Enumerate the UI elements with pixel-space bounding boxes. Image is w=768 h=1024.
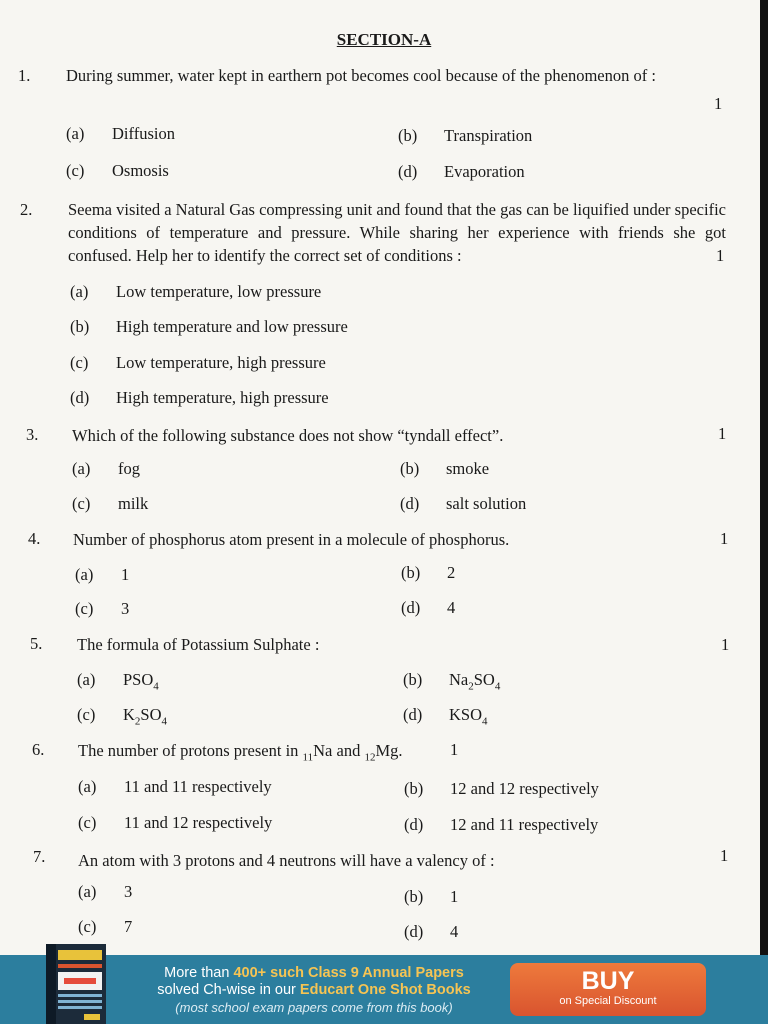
question-number: 7. (33, 847, 46, 866)
option-label: (c) (66, 161, 85, 180)
option (404, 922, 458, 942)
promo-text[interactable] (118, 965, 510, 1016)
option-text: SO (140, 705, 162, 724)
question-number: 5. (30, 634, 43, 653)
option (70, 388, 329, 408)
option-label: (b) (70, 317, 90, 336)
question-text: Number of phosphorus atom present in a molecule of phosphorus. (73, 530, 510, 549)
option-text: Evaporation (444, 162, 525, 181)
option-label: (c) (78, 917, 97, 936)
option-text: Low temperature, low pressure (116, 282, 322, 301)
book-cover-icon (44, 938, 108, 1024)
option-label: (d) (400, 494, 420, 513)
option-text: smoke (446, 459, 490, 478)
option-text: 4 (447, 598, 456, 617)
promo-note: (most school exam papers come from this book) (175, 1000, 453, 1015)
promo-line-2b: Educart One Shot Books (299, 982, 471, 998)
option (78, 813, 272, 833)
option-text: KSO (449, 705, 483, 724)
option (403, 670, 500, 692)
option-label: (c) (72, 494, 91, 513)
option (401, 563, 455, 583)
question-text: An atom with 3 protons and 4 neutrons will have a valency of : (78, 851, 495, 870)
option (78, 882, 132, 902)
promo-line-2a: solved Ch-wise in our (157, 982, 300, 998)
question-text: The formula of Potassium Sulphate : (77, 635, 320, 654)
question-number: 2. (20, 200, 33, 219)
option-label: (d) (398, 162, 418, 181)
promo-line-1 (118, 965, 510, 982)
question-marks: 1 (720, 846, 729, 865)
option-text: 4 (450, 922, 459, 941)
atomic-number: 12 (364, 751, 376, 764)
atomic-number: 11 (302, 751, 314, 764)
option-text: Diffusion (112, 124, 175, 143)
question-marks: 1 (714, 94, 723, 113)
question-number: 3. (26, 425, 39, 444)
option-text: PSO (123, 670, 154, 689)
option-subscript: 4 (494, 680, 501, 693)
option-label: (a) (78, 777, 97, 796)
option-label: (b) (400, 459, 420, 478)
question-marks: 1 (450, 740, 459, 759)
option (400, 494, 526, 514)
question-marks: 1 (721, 635, 730, 654)
question-text-part: The number of protons present in (78, 741, 303, 760)
promo-line-1a: More than (164, 965, 234, 981)
option-text: 12 and 11 respectively (450, 815, 599, 834)
option (404, 779, 599, 799)
option (66, 161, 169, 181)
option (400, 459, 489, 479)
option-subscript: 4 (482, 715, 488, 728)
option (78, 777, 272, 797)
question-number: 6. (32, 740, 45, 759)
option-label: (d) (401, 598, 421, 617)
promo-line-1b: 400+ such Class 9 Annual Papers (233, 965, 464, 981)
option (404, 887, 458, 907)
option-label: (a) (66, 124, 85, 143)
option-label: (a) (78, 882, 97, 901)
question-text-part: Mg. (375, 741, 403, 760)
buy-label: BUY (581, 967, 635, 995)
option-text: 3 (121, 599, 130, 618)
scan-edge (760, 0, 768, 955)
option-label: (b) (404, 887, 424, 906)
option-label: (b) (404, 779, 424, 798)
option-label: (a) (72, 459, 91, 478)
option-text: 11 and 12 respectively (124, 813, 273, 832)
option-label: (c) (77, 705, 96, 724)
question-number: 1. (18, 66, 31, 85)
option (70, 282, 321, 302)
option-label: (b) (403, 670, 423, 689)
option (77, 670, 159, 692)
option (404, 815, 598, 835)
option-label: (c) (78, 813, 97, 832)
option-label: (b) (401, 563, 421, 582)
question-number: 4. (28, 529, 41, 548)
option-subscript: 2 (468, 680, 474, 693)
option-text: Transpiration (444, 126, 533, 145)
option-text: 7 (124, 917, 133, 936)
question-marks: 1 (720, 529, 729, 548)
option-text: salt solution (446, 494, 527, 513)
option-subscript: 2 (134, 715, 141, 728)
option (78, 917, 132, 937)
section-title: SECTION-A (336, 30, 432, 49)
option (70, 353, 326, 373)
option-text: High temperature, high pressure (116, 388, 329, 407)
option-label: (c) (75, 599, 94, 618)
option-label: (c) (70, 353, 89, 372)
option (77, 705, 167, 727)
question-text: Seema visited a Natural Gas compressing unit and found that the gas can be liquified under specific conditions of temperature and pressure. While sharing her experience with friends she got confused. Help her to identify the correct set of conditions : (68, 200, 726, 265)
option-text: 1 (121, 565, 130, 584)
option-label: (a) (77, 670, 96, 689)
option-text: 12 and 12 respectively (450, 779, 599, 798)
option-subscript: 4 (161, 715, 168, 728)
option (401, 598, 455, 618)
option (75, 565, 129, 585)
option-prefix: Na (449, 670, 469, 689)
option (398, 162, 525, 182)
option (66, 124, 175, 144)
option (398, 126, 532, 146)
option-label: (d) (404, 922, 424, 941)
option-text: 1 (450, 887, 459, 906)
promo-line-2 (118, 982, 510, 999)
option-label: (d) (403, 705, 423, 724)
option (70, 317, 348, 337)
option-prefix: K (123, 705, 135, 724)
option-text: 3 (124, 882, 133, 901)
question-marks: 1 (716, 246, 725, 265)
option-text: Osmosis (112, 161, 169, 180)
question-text-part: Na and (313, 741, 365, 760)
option (72, 459, 140, 479)
option-text: milk (118, 494, 149, 513)
option-subscript: 4 (153, 680, 159, 693)
option-label: (a) (70, 282, 89, 301)
option-text: 11 and 11 respectively (124, 777, 272, 796)
buy-button[interactable] (510, 963, 706, 1016)
option-text: fog (118, 459, 140, 478)
option (75, 599, 129, 619)
option (72, 494, 148, 514)
option-label: (d) (404, 815, 424, 834)
question-marks: 1 (718, 424, 727, 443)
option-text: Low temperature, high pressure (116, 353, 326, 372)
buy-sublabel: on Special Discount (559, 995, 657, 1007)
option (403, 705, 488, 727)
question-text: Which of the following substance does not show “tyndall effect”. (72, 426, 504, 445)
option-text: SO (473, 670, 495, 689)
question-text: During summer, water kept in earthern pot becomes cool because of the phenomenon of : (66, 66, 656, 85)
option-label: (a) (75, 565, 94, 584)
option-label: (d) (70, 388, 90, 407)
option-label: (b) (398, 126, 418, 145)
option-text: High temperature and low pressure (116, 317, 348, 336)
option-text: 2 (447, 563, 456, 582)
